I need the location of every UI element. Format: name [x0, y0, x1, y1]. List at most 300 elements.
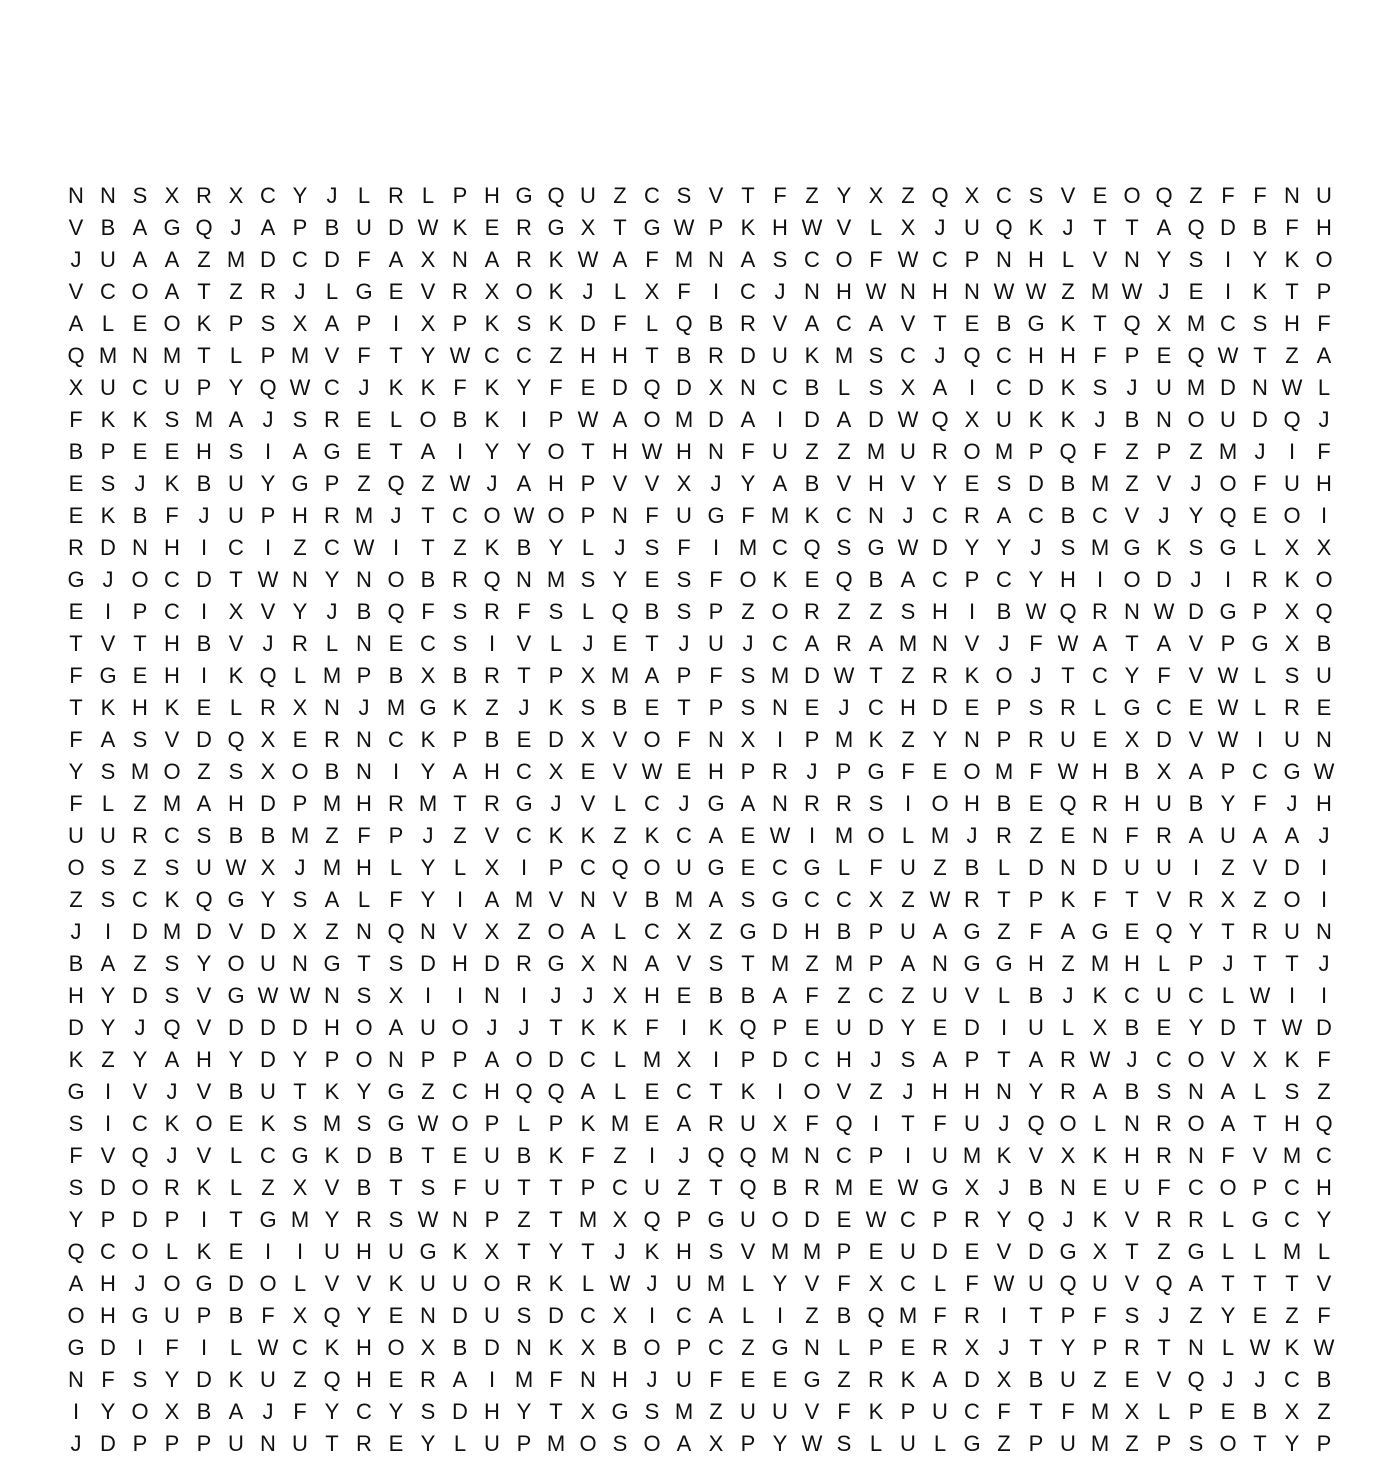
grid-letter: Z	[261, 1175, 275, 1200]
grid-letter: U	[996, 407, 1012, 432]
grid-letter: P	[324, 471, 340, 496]
grid-letter: A	[1252, 823, 1268, 848]
grid-letter: T	[581, 1239, 595, 1264]
grid-letter: N	[932, 631, 948, 656]
grid-letter: B	[68, 951, 84, 976]
grid-letter: B	[1252, 1399, 1268, 1424]
grid-letter: U	[1124, 1175, 1140, 1200]
grid-letter: Z	[421, 1079, 435, 1104]
grid-letter: P	[964, 567, 980, 592]
grid-letter: Q	[1219, 503, 1237, 528]
grid-letter: S	[740, 695, 756, 720]
grid-letter: A	[900, 567, 916, 592]
grid-letter: U	[676, 1271, 692, 1296]
grid-letter: L	[1061, 247, 1075, 272]
grid-letter: X	[260, 727, 276, 752]
grid-letter: I	[264, 439, 272, 464]
grid-letter: U	[100, 375, 116, 400]
grid-letter: J	[774, 279, 786, 304]
grid-letter: H	[292, 503, 308, 528]
grid-letter: D	[260, 919, 276, 944]
grid-letter: R	[932, 439, 948, 464]
grid-letter: M	[1090, 951, 1110, 976]
grid-row	[60, 340, 1340, 372]
grid-letter: O	[1283, 503, 1301, 528]
grid-letter: J	[838, 695, 850, 720]
grid-letter: D	[228, 1015, 244, 1040]
grid-letter: V	[1252, 1143, 1268, 1168]
grid-letter: C	[612, 1175, 628, 1200]
grid-letter: N	[1284, 183, 1300, 208]
grid-letter: I	[488, 1367, 496, 1392]
grid-letter: D	[132, 983, 148, 1008]
grid-letter: K	[548, 695, 564, 720]
grid-letter: R	[356, 1431, 372, 1456]
grid-letter: E	[772, 1367, 788, 1392]
grid-letter: K	[740, 1079, 756, 1104]
grid-letter: Y	[292, 599, 308, 624]
grid-letter: T	[421, 535, 435, 560]
grid-letter: A	[868, 311, 884, 336]
grid-letter: W	[289, 983, 311, 1008]
grid-letter: N	[516, 1335, 532, 1360]
grid-letter: A	[228, 1399, 244, 1424]
grid-letter: T	[1093, 215, 1107, 240]
grid-letter: S	[548, 599, 564, 624]
grid-letter: G	[227, 983, 245, 1008]
grid-letter: D	[708, 407, 724, 432]
grid-letter: G	[867, 535, 885, 560]
grid-letter: P	[708, 695, 724, 720]
grid-letter: U	[1124, 855, 1140, 880]
grid-letter: I	[776, 1079, 784, 1104]
grid-letter: I	[200, 1207, 208, 1232]
grid-letter: G	[707, 1207, 725, 1232]
grid-letter: T	[325, 1431, 339, 1456]
grid-letter: E	[1316, 695, 1332, 720]
grid-letter: C	[260, 183, 276, 208]
grid-letter: A	[516, 471, 532, 496]
grid-letter: U	[772, 343, 788, 368]
grid-letter: A	[100, 951, 116, 976]
grid-letter: D	[196, 1367, 212, 1392]
grid-letter: X	[580, 1335, 596, 1360]
grid-letter: W	[257, 567, 279, 592]
grid-row	[60, 564, 1340, 596]
grid-letter: M	[674, 887, 694, 912]
grid-letter: L	[613, 1047, 627, 1072]
grid-letter: F	[1221, 183, 1235, 208]
grid-letter: S	[388, 1207, 404, 1232]
grid-letter: L	[837, 855, 851, 880]
grid-letter: O	[1315, 247, 1333, 272]
grid-letter: C	[804, 887, 820, 912]
grid-letter: C	[644, 791, 660, 816]
grid-letter: J	[1030, 663, 1042, 688]
grid-letter: U	[100, 823, 116, 848]
grid-letter: S	[900, 1047, 916, 1072]
grid-letter: N	[1060, 1175, 1076, 1200]
grid-letter: B	[196, 1399, 212, 1424]
grid-letter: H	[452, 951, 468, 976]
grid-letter: L	[389, 407, 403, 432]
grid-letter: L	[1093, 1111, 1107, 1136]
grid-letter: C	[1092, 503, 1108, 528]
grid-letter: D	[196, 727, 212, 752]
grid-letter: D	[1028, 1239, 1044, 1264]
grid-letter: S	[1028, 183, 1044, 208]
grid-letter: X	[868, 887, 884, 912]
grid-letter: R	[1060, 695, 1076, 720]
grid-letter: E	[68, 471, 84, 496]
grid-letter: P	[708, 599, 724, 624]
grid-letter: C	[932, 503, 948, 528]
grid-letter: Y	[484, 439, 500, 464]
grid-letter: V	[68, 215, 84, 240]
grid-letter: Y	[324, 1207, 340, 1232]
grid-letter: J	[262, 631, 274, 656]
grid-letter: X	[388, 983, 404, 1008]
grid-letter: W	[513, 503, 535, 528]
grid-letter: N	[260, 1431, 276, 1456]
grid-letter: R	[836, 631, 852, 656]
grid-letter: F	[1157, 1175, 1171, 1200]
grid-letter: P	[548, 855, 564, 880]
grid-letter: O	[1219, 471, 1237, 496]
grid-letter: P	[516, 1431, 532, 1456]
grid-letter: R	[1028, 727, 1044, 752]
grid-letter: K	[548, 1335, 564, 1360]
grid-letter: G	[771, 1335, 789, 1360]
grid-letter: B	[420, 567, 436, 592]
grid-letter: F	[965, 1271, 979, 1296]
grid-letter: R	[964, 1303, 980, 1328]
grid-letter: L	[229, 1143, 243, 1168]
grid-row	[60, 1364, 1340, 1396]
grid-letter: M	[546, 1431, 566, 1456]
grid-letter: V	[452, 919, 468, 944]
grid-letter: I	[1096, 567, 1104, 592]
grid-letter: S	[452, 631, 468, 656]
grid-letter: P	[452, 183, 468, 208]
grid-letter: R	[356, 1207, 372, 1232]
grid-letter: B	[740, 983, 756, 1008]
grid-row	[60, 756, 1340, 788]
grid-letter: Y	[1028, 567, 1044, 592]
grid-letter: L	[869, 215, 883, 240]
grid-letter: L	[1221, 1207, 1235, 1232]
grid-letter: N	[804, 279, 820, 304]
grid-letter: J	[678, 1143, 690, 1168]
grid-letter: M	[354, 503, 374, 528]
grid-letter: Y	[356, 1303, 372, 1328]
grid-letter: Y	[420, 887, 436, 912]
grid-letter: F	[869, 247, 883, 272]
grid-letter: T	[1221, 919, 1235, 944]
grid-letter: N	[996, 1079, 1012, 1104]
grid-row	[60, 980, 1340, 1012]
grid-letter: D	[1092, 855, 1108, 880]
grid-letter: B	[228, 823, 244, 848]
grid-letter: K	[164, 695, 180, 720]
grid-letter: U	[356, 215, 372, 240]
grid-letter: C	[580, 1303, 596, 1328]
grid-letter: Y	[1060, 1335, 1076, 1360]
grid-letter: S	[388, 951, 404, 976]
grid-letter: C	[580, 855, 596, 880]
grid-letter: R	[1252, 919, 1268, 944]
grid-letter: I	[648, 1143, 656, 1168]
grid-letter: F	[677, 279, 691, 304]
grid-letter: F	[69, 791, 83, 816]
grid-letter: Y	[1028, 1079, 1044, 1104]
grid-letter: O	[1187, 407, 1205, 432]
grid-letter: P	[708, 215, 724, 240]
grid-letter: X	[580, 1399, 596, 1424]
grid-letter: O	[963, 759, 981, 784]
grid-letter: A	[772, 471, 788, 496]
grid-letter: U	[1220, 823, 1236, 848]
grid-letter: K	[644, 1239, 660, 1264]
grid-letter: A	[900, 951, 916, 976]
grid-letter: P	[452, 727, 468, 752]
grid-letter: S	[1124, 1303, 1140, 1328]
grid-letter: W	[801, 215, 823, 240]
grid-letter: W	[1025, 279, 1047, 304]
grid-letter: Q	[1187, 1367, 1205, 1392]
grid-letter: X	[612, 1303, 628, 1328]
grid-letter: R	[516, 247, 532, 272]
grid-letter: J	[902, 503, 914, 528]
grid-letter: U	[900, 1431, 916, 1456]
grid-letter: K	[1092, 1207, 1108, 1232]
grid-letter: X	[484, 1239, 500, 1264]
grid-letter: P	[548, 663, 564, 688]
grid-letter: K	[484, 535, 500, 560]
grid-letter: B	[516, 1143, 532, 1168]
grid-letter: F	[677, 727, 691, 752]
grid-letter: P	[260, 503, 276, 528]
grid-letter: N	[708, 247, 724, 272]
grid-row	[60, 916, 1340, 948]
grid-row	[60, 724, 1340, 756]
grid-letter: T	[1125, 887, 1139, 912]
grid-row	[60, 1332, 1340, 1364]
grid-letter: L	[453, 855, 467, 880]
grid-row	[60, 276, 1340, 308]
grid-letter: D	[196, 567, 212, 592]
grid-letter: R	[772, 759, 788, 784]
grid-letter: U	[1284, 727, 1300, 752]
grid-letter: Y	[292, 1047, 308, 1072]
grid-letter: I	[712, 535, 720, 560]
grid-letter: E	[676, 983, 692, 1008]
grid-letter: G	[1059, 1239, 1077, 1264]
grid-letter: I	[712, 279, 720, 304]
grid-letter: J	[102, 567, 114, 592]
grid-letter: Z	[453, 823, 467, 848]
grid-letter: C	[1252, 759, 1268, 784]
grid-letter: A	[324, 887, 340, 912]
grid-letter: Z	[1125, 439, 1139, 464]
grid-letter: B	[1124, 759, 1140, 784]
grid-letter: I	[200, 535, 208, 560]
grid-letter: W	[641, 759, 663, 784]
grid-letter: R	[324, 407, 340, 432]
grid-letter: K	[1284, 1047, 1300, 1072]
grid-letter: M	[1090, 1431, 1110, 1456]
grid-letter: G	[803, 1367, 821, 1392]
grid-letter: F	[1317, 439, 1331, 464]
grid-letter: J	[134, 471, 146, 496]
grid-letter: X	[676, 1047, 692, 1072]
grid-letter: M	[418, 791, 438, 816]
grid-letter: Q	[1155, 1271, 1173, 1296]
grid-letter: G	[707, 503, 725, 528]
grid-letter: P	[484, 1111, 500, 1136]
grid-letter: Z	[325, 919, 339, 944]
grid-letter: L	[1221, 1239, 1235, 1264]
grid-letter: I	[904, 791, 912, 816]
grid-letter: U	[484, 1431, 500, 1456]
grid-letter: I	[1288, 439, 1296, 464]
grid-letter: J	[518, 695, 530, 720]
grid-letter: J	[1318, 951, 1330, 976]
grid-letter: I	[200, 663, 208, 688]
grid-letter: A	[260, 215, 276, 240]
grid-letter: F	[1125, 823, 1139, 848]
grid-letter: A	[708, 887, 724, 912]
grid-letter: L	[837, 1335, 851, 1360]
grid-letter: X	[964, 407, 980, 432]
grid-letter: Q	[387, 471, 405, 496]
grid-letter: O	[131, 1239, 149, 1264]
grid-letter: P	[164, 1431, 180, 1456]
grid-letter: E	[356, 439, 372, 464]
grid-letter: K	[580, 1015, 596, 1040]
grid-letter: X	[1124, 1399, 1140, 1424]
grid-letter: G	[707, 855, 725, 880]
grid-letter: U	[228, 471, 244, 496]
grid-letter: S	[1156, 1079, 1172, 1104]
grid-letter: W	[289, 375, 311, 400]
grid-letter: F	[261, 1303, 275, 1328]
grid-letter: Z	[997, 1431, 1011, 1456]
grid-letter: S	[708, 1239, 724, 1264]
grid-letter: R	[804, 599, 820, 624]
grid-letter: C	[836, 1143, 852, 1168]
grid-letter: D	[804, 1207, 820, 1232]
grid-letter: Q	[67, 1239, 85, 1264]
grid-letter: I	[456, 439, 464, 464]
grid-letter: A	[452, 759, 468, 784]
grid-letter: W	[865, 279, 887, 304]
grid-letter: M	[738, 535, 758, 560]
grid-letter: U	[772, 439, 788, 464]
grid-letter: Z	[805, 183, 819, 208]
grid-letter: Q	[643, 1207, 661, 1232]
grid-letter: H	[1316, 791, 1332, 816]
grid-letter: F	[1253, 183, 1267, 208]
grid-letter: J	[1254, 1367, 1266, 1392]
grid-letter: W	[1313, 1335, 1335, 1360]
grid-letter: J	[262, 407, 274, 432]
grid-letter: Y	[772, 1271, 788, 1296]
grid-letter: Y	[1220, 1303, 1236, 1328]
grid-letter: O	[1283, 887, 1301, 912]
grid-letter: P	[484, 1207, 500, 1232]
grid-letter: Z	[133, 855, 147, 880]
grid-letter: W	[257, 983, 279, 1008]
grid-letter: C	[804, 247, 820, 272]
grid-letter: D	[1220, 1015, 1236, 1040]
grid-letter: V	[900, 311, 916, 336]
grid-letter: X	[228, 183, 244, 208]
grid-letter: S	[356, 1111, 372, 1136]
grid-letter: T	[901, 1111, 915, 1136]
grid-letter: O	[643, 855, 661, 880]
grid-letter: G	[1187, 1239, 1205, 1264]
grid-letter: N	[324, 695, 340, 720]
grid-letter: Z	[293, 535, 307, 560]
grid-letter: P	[964, 1047, 980, 1072]
grid-letter: P	[260, 343, 276, 368]
grid-letter: K	[1060, 887, 1076, 912]
grid-letter: Y	[964, 535, 980, 560]
grid-letter: V	[612, 727, 628, 752]
grid-letter: K	[324, 1079, 340, 1104]
grid-letter: A	[932, 1367, 948, 1392]
grid-letter: Q	[675, 311, 693, 336]
grid-letter: S	[228, 759, 244, 784]
grid-letter: A	[292, 439, 308, 464]
grid-letter: Y	[836, 183, 852, 208]
grid-letter: X	[420, 1335, 436, 1360]
grid-letter: L	[901, 823, 915, 848]
grid-letter: W	[449, 343, 471, 368]
grid-letter: S	[580, 567, 596, 592]
grid-letter: U	[1284, 471, 1300, 496]
grid-letter: L	[741, 1303, 755, 1328]
grid-letter: E	[1252, 1303, 1268, 1328]
grid-letter: U	[900, 439, 916, 464]
grid-letter: M	[290, 1207, 310, 1232]
grid-letter: Z	[869, 1079, 883, 1104]
grid-letter: T	[1253, 1015, 1267, 1040]
grid-letter: U	[740, 1207, 756, 1232]
grid-letter: X	[580, 215, 596, 240]
grid-letter: L	[1317, 1239, 1331, 1264]
grid-letter: L	[421, 183, 435, 208]
grid-letter: S	[420, 1399, 436, 1424]
grid-letter: N	[388, 1047, 404, 1072]
grid-letter: J	[582, 983, 594, 1008]
grid-letter: I	[264, 535, 272, 560]
grid-letter: O	[803, 1079, 821, 1104]
grid-letter: M	[802, 1239, 822, 1264]
grid-letter: W	[1089, 1047, 1111, 1072]
grid-letter: L	[1317, 375, 1331, 400]
grid-letter: W	[833, 663, 855, 688]
grid-letter: T	[741, 183, 755, 208]
grid-letter: C	[644, 919, 660, 944]
grid-letter: G	[355, 279, 373, 304]
grid-letter: R	[324, 503, 340, 528]
grid-letter: M	[1090, 279, 1110, 304]
grid-letter: J	[1158, 1303, 1170, 1328]
grid-letter: X	[676, 919, 692, 944]
grid-letter: E	[868, 1239, 884, 1264]
